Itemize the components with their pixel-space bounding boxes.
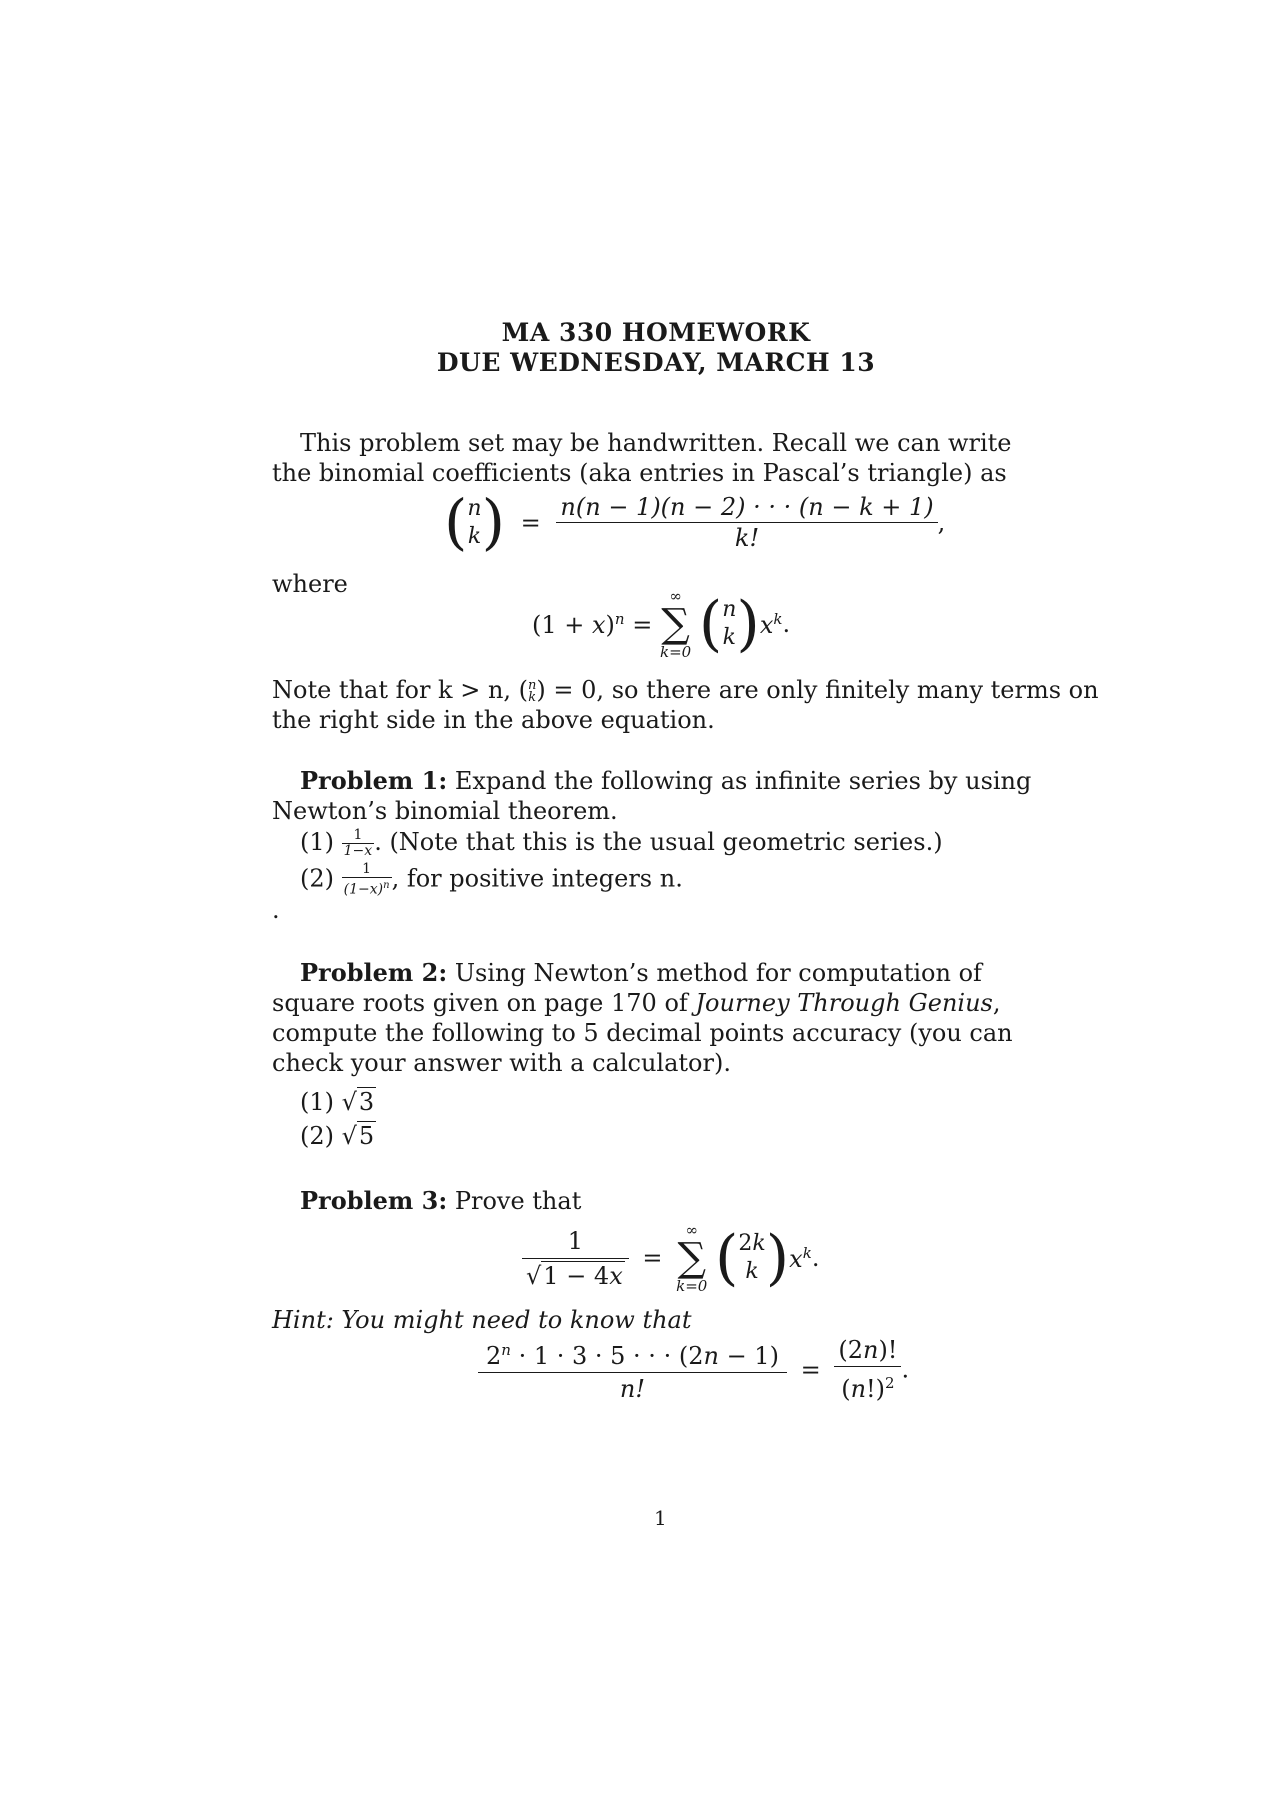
problem-1-item-2: (2) $\frac{1}{(1-x)^n}$ , for positive integers n. — [300, 861, 683, 898]
problem-1-label: Problem 1: — [300, 766, 448, 795]
problem-1-item-2-number: (2) — [300, 864, 334, 893]
problem-2-text-after: , compute the following to 5 decimal points accuracy (you can check your answer with a calculator). — [272, 989, 1013, 1077]
hint-identity-equation: $\frac{2^n \cdot 1 \cdot 3 \cdot 5 \cdot \cdot \cdot (2n - 1)}{n!}$ = $\frac{(2n)!}{(n!)^2}$ . — [478, 1334, 909, 1405]
problem-2-book-title: Journey Through Genius — [695, 989, 993, 1017]
binomial-expansion-equation: $(1 + x)^n$ = ∞ ∑ k=0 ( n k )$x^k$. — [532, 587, 791, 661]
hint-line: Hint: You might need to know that — [272, 1306, 692, 1334]
problem-2-item-2: (2) √5 — [300, 1122, 375, 1150]
problem-3 — [272, 1186, 1048, 1216]
problem-2-item-1-radicand: 3 — [358, 1088, 375, 1116]
problem-1-item-1: (1) $\frac{1}{1-x}$ . (Note that this is the usual geometric series.) — [300, 827, 943, 859]
problem-1-text: Expand the following as infinite series by using Newton’s binomial theorem. — [272, 767, 1032, 825]
generating-function-equation: $\frac{1}{√1 - 4x}$ = ∞ ∑ k=0 ( 2k k )$x^k$. — [522, 1222, 819, 1294]
problem-1-item-1-text: . (Note that this is the usual geometric series.) — [374, 828, 943, 856]
problem-2-item-1-number: (1) — [300, 1088, 334, 1116]
where-label: where — [272, 570, 348, 598]
problem-1 — [272, 766, 1048, 826]
title-line-1: MA 330 HOMEWORK — [501, 318, 811, 347]
problem-2-item-2-number: (2) — [300, 1122, 334, 1150]
problem-3-label: Problem 3: — [300, 1186, 448, 1215]
problem-1-item-1-number: (1) — [300, 828, 334, 856]
problem-2-label: Problem 2: — [300, 958, 448, 987]
note-line-1: Note that for k > n, ( n k ) = 0, so there are only finitely many terms on — [272, 676, 1099, 705]
problem-2-item-2-radicand: 5 — [358, 1122, 375, 1150]
problem-1-item-2-text: , for positive integers n. — [391, 864, 683, 893]
problem-2-text-before: Using Newton’s method for computation of square roots given on page 170 of — [272, 959, 982, 1017]
eq1-numerator: n(n − 1)(n − 2) · · · (n − k + 1) — [556, 492, 937, 523]
problem-2-item-1: (1) √3 — [300, 1088, 375, 1116]
page-number: 1 — [654, 1506, 667, 1530]
binomial-definition-equation: ( n k ) = $\frac{n(n - 1)(n - 2) \cdot \cdot \cdot (n - k + 1)}{k!}$ , — [444, 487, 946, 558]
note-suffix: = 0, so there are only finitely many terms on — [553, 676, 1099, 704]
problem-2 — [272, 958, 1048, 1078]
problem-3-text: Prove that — [454, 1187, 582, 1215]
eq1-denominator: k! — [734, 524, 760, 552]
note-prefix: Note that for k > n, — [272, 676, 512, 704]
stray-period: . — [272, 896, 280, 924]
title-line-2: DUE WEDNESDAY, MARCH 13 — [436, 348, 876, 377]
note-line-2: the right side in the above equation. — [272, 706, 715, 734]
intro-paragraph: This problem set may be handwritten. Recall we can write the binomial coefficients (aka entries in Pascal’s triangle) as — [272, 429, 1012, 487]
